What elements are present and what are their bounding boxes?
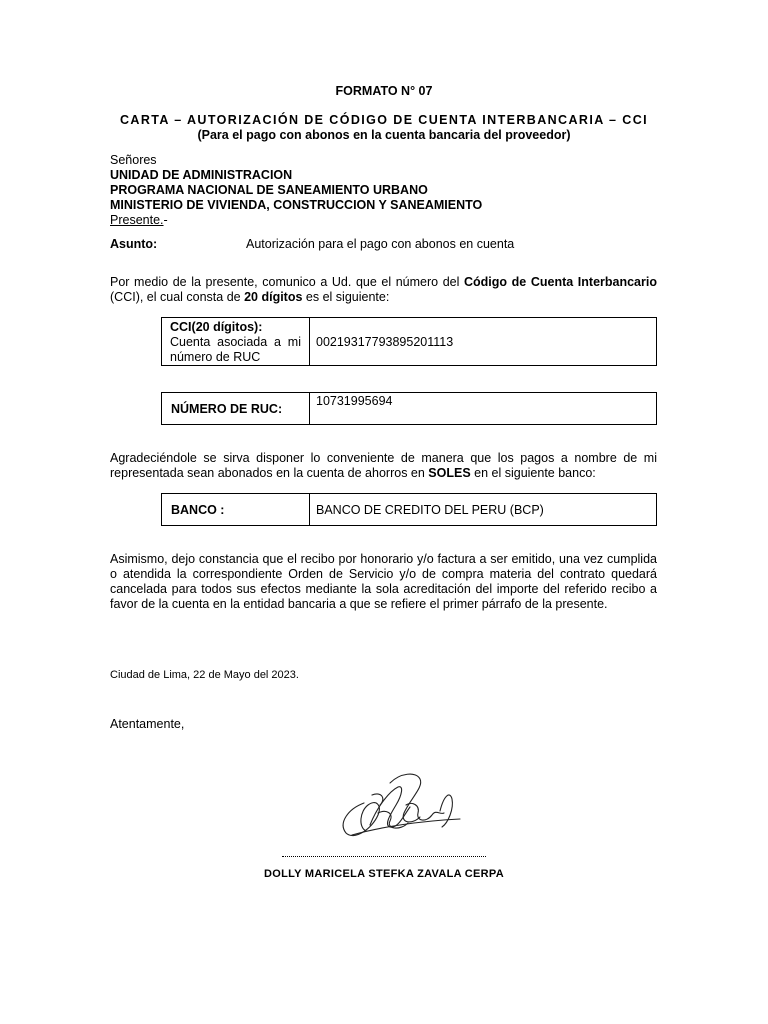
paragraph-bank-text-2: en el siguiente banco:	[470, 466, 596, 480]
bank-label-cell	[162, 494, 310, 525]
form-number: FORMATO N° 07	[335, 84, 433, 98]
paragraph-bank-request	[110, 451, 657, 481]
salutation: Señores	[110, 153, 157, 167]
paragraph-intro-text-1: Por medio de la presente, comunico a Ud. que el número del	[110, 275, 464, 289]
ruc-label-cell	[162, 393, 310, 424]
subject-label: Asunto:	[110, 237, 158, 251]
bank-value: BANCO DE CREDITO DEL PERU (BCP)	[316, 503, 544, 517]
cci-label: CCI(20 dígitos):	[170, 320, 263, 334]
paragraph-intro-bold-2: 20 dígitos	[244, 290, 303, 304]
letter-title: CARTA – AUTORIZACIÓN DE CÓDIGO DE CUENTA INTERBANCARIA – CCI	[120, 113, 648, 127]
ruc-label: NÚMERO DE RUC:	[171, 402, 283, 416]
paragraph-intro-text-2: (CCI), el cual consta de	[110, 290, 245, 304]
bank-label: BANCO :	[171, 503, 225, 517]
addressee-line-program: PROGRAMA NACIONAL DE SANEAMIENTO URBANO	[110, 183, 428, 197]
paragraph-intro	[110, 275, 657, 305]
signature-line	[282, 856, 486, 857]
ruc-value: 10731995694	[316, 394, 393, 408]
place-date: Ciudad de Lima, 22 de Mayo del 2023.	[110, 669, 299, 681]
paragraph-bank-text-1: Agradeciéndole se sirva disponer lo conveniente de manera que los pagos a nombre de mi representada sean abonados en la cuenta de ahorros en	[110, 451, 657, 480]
bank-table	[161, 493, 657, 526]
addressee-block	[110, 153, 670, 228]
cci-description: Cuenta asociada a mi número de RUC	[170, 335, 301, 364]
paragraph-intro-text-3: es el siguiente:	[302, 290, 390, 304]
handwritten-signature	[320, 765, 470, 845]
subject-value: Autorización para el pago con abonos en cuenta	[246, 237, 515, 251]
paragraph-intro-bold-1: Código de Cuenta Interbancario	[464, 275, 657, 289]
ruc-value-cell	[310, 393, 656, 424]
presente-text: Presente.	[110, 213, 164, 227]
cci-value-cell	[310, 318, 656, 365]
cci-value: 00219317793895201113	[316, 335, 454, 349]
presente-suffix: -	[163, 213, 168, 227]
cci-label-cell	[162, 318, 310, 365]
signer-name: DOLLY MARICELA STEFKA ZAVALA CERPA	[264, 868, 504, 880]
paragraph-record: Asimismo, dejo constancia que el recibo por honorario y/o factura a ser emitido, una vez cumplida o atendida la correspondiente Orden de Servicio y/o de compra materia del contrato quedará cancelada para todos sus efectos mediante la sola acreditación del importe del referido recibo a favor de la cuenta en la entidad bancaria a que se refiere el primer párrafo de la presente.	[110, 552, 657, 611]
letter-subtitle: (Para el pago con abonos en la cuenta bancaria del proveedor)	[197, 128, 571, 142]
presente-line	[110, 213, 670, 228]
addressee-line-unit: UNIDAD DE ADMINISTRACION	[110, 168, 293, 182]
bank-value-cell	[310, 494, 656, 525]
ruc-table	[161, 392, 657, 425]
paragraph-bank-bold: SOLES	[428, 466, 471, 480]
closing: Atentamente,	[110, 717, 185, 731]
addressee-line-ministry: MINISTERIO DE VIVIENDA, CONSTRUCCION Y SANEAMIENTO	[110, 198, 483, 212]
cci-table	[161, 317, 657, 366]
